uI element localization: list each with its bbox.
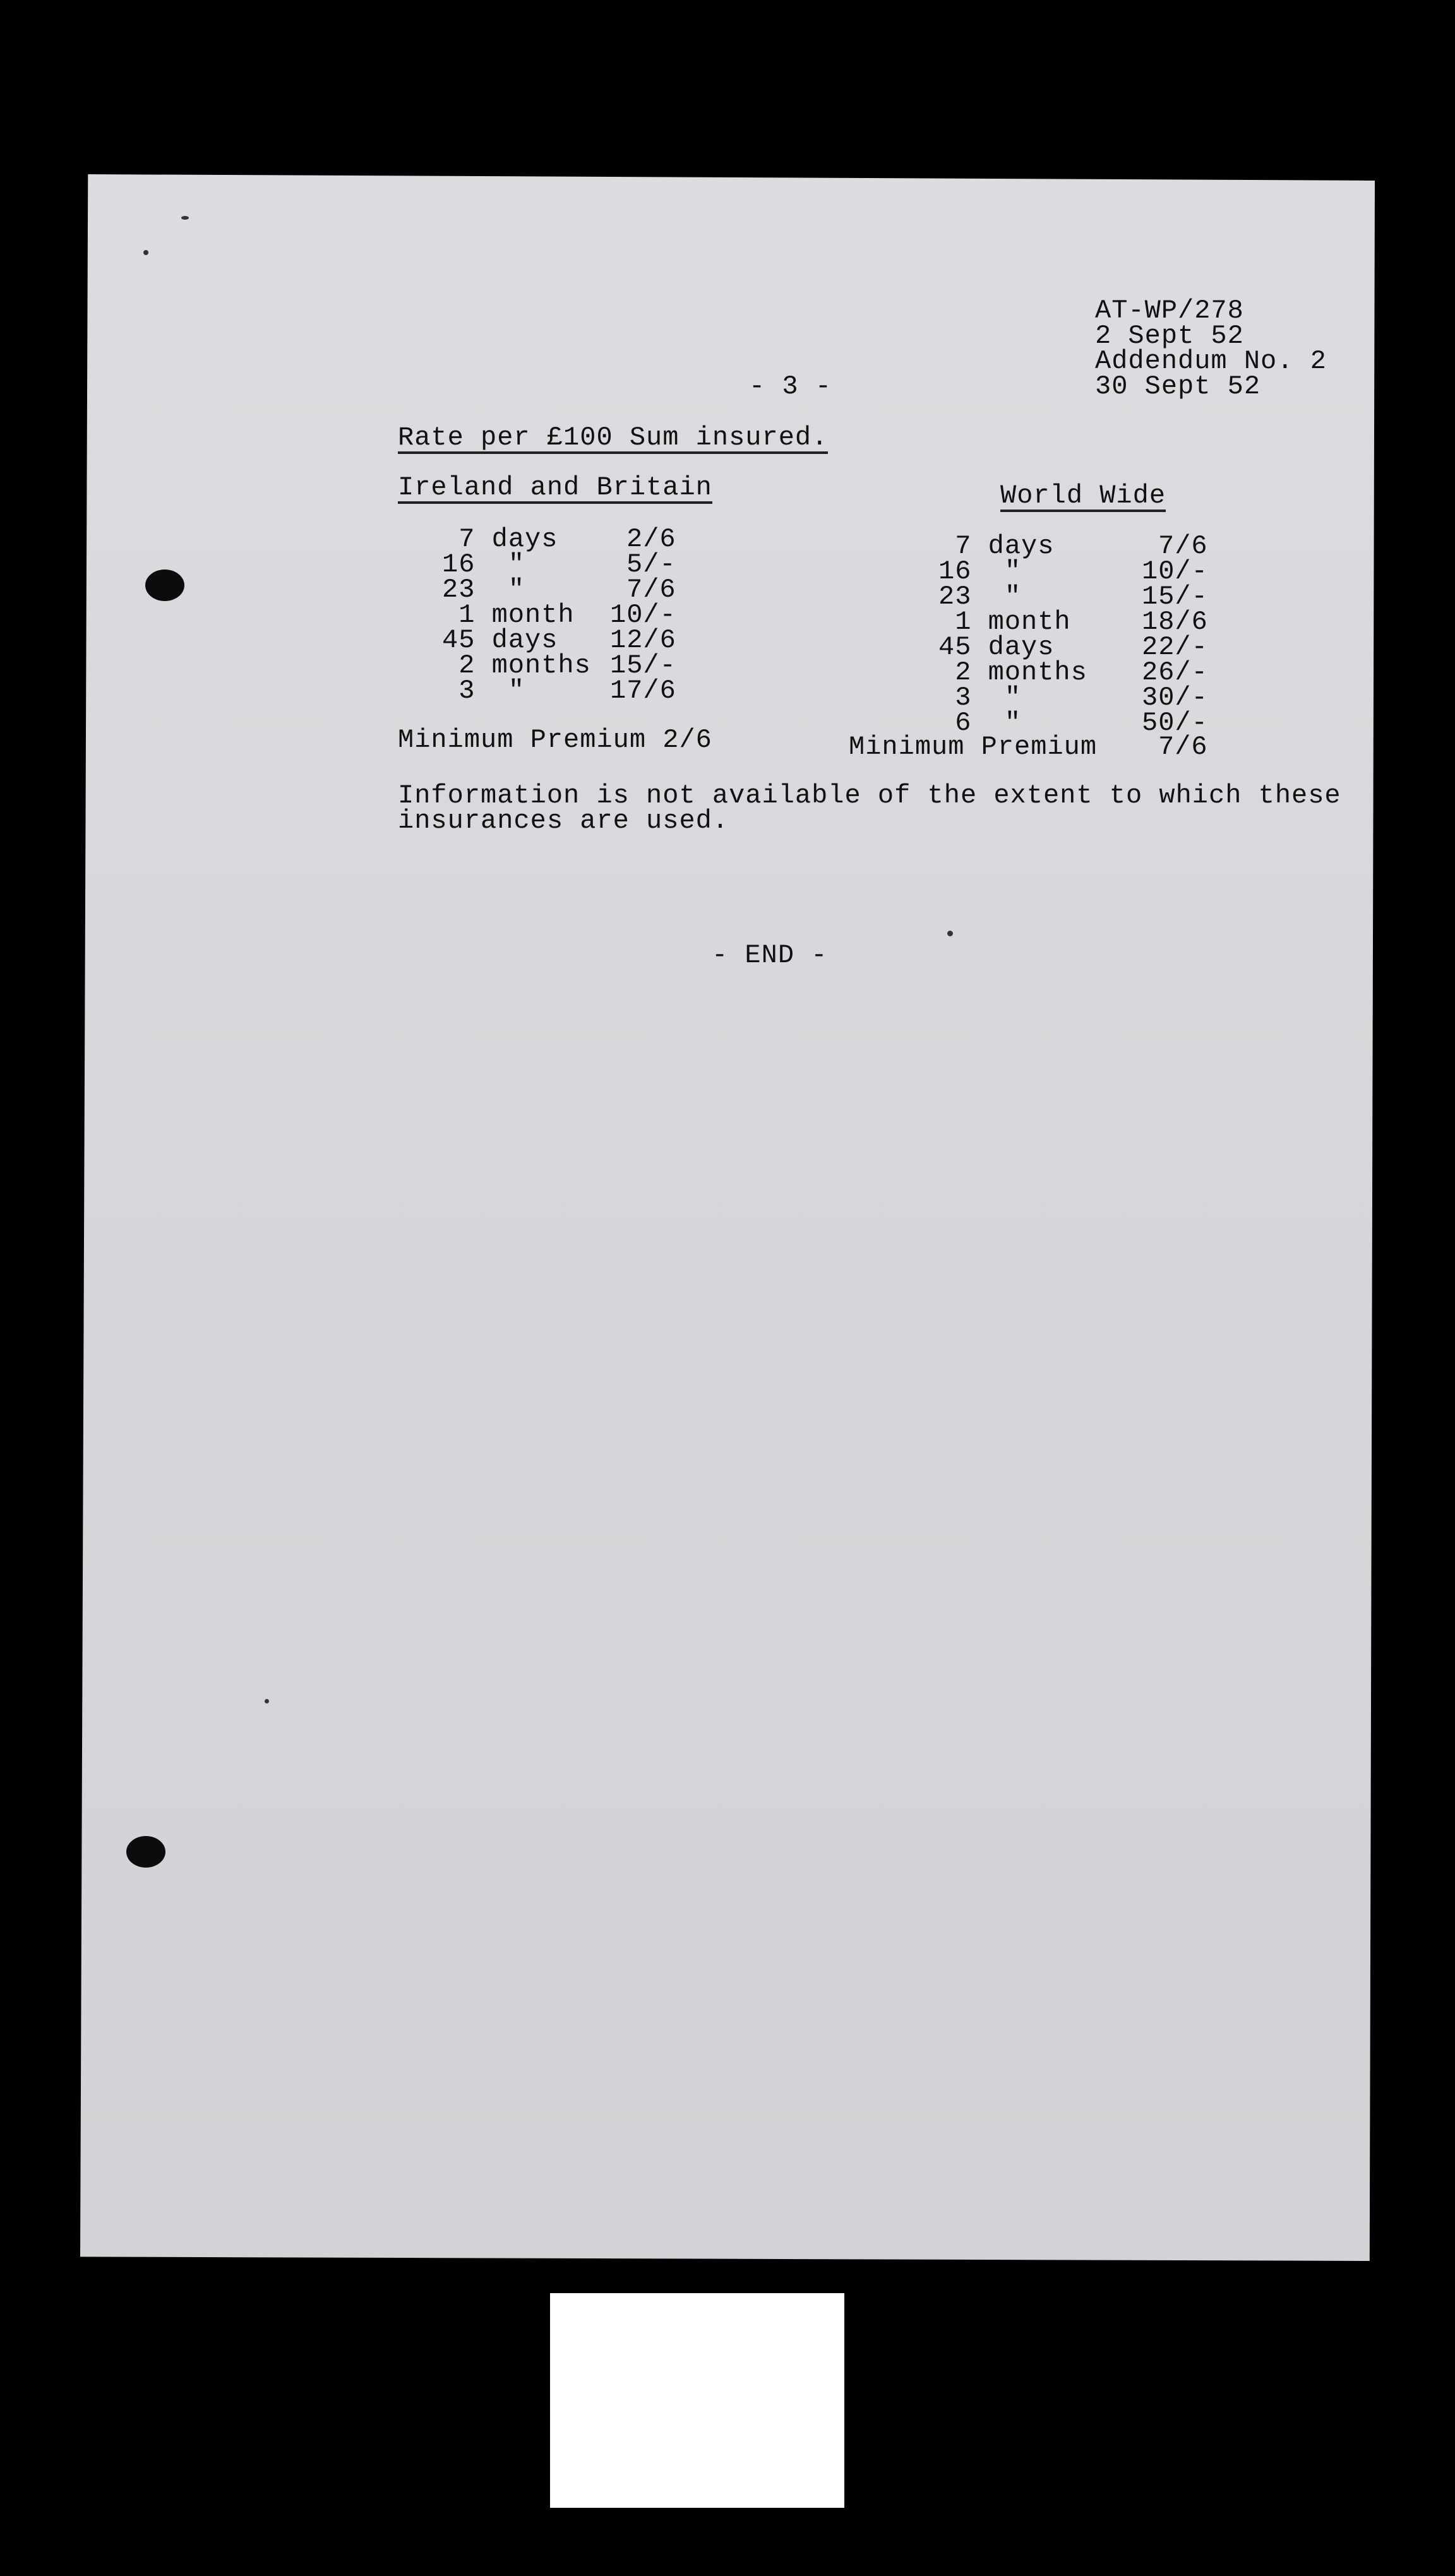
page-number: - 3 -: [749, 371, 832, 402]
ib-period: 1 month: [442, 600, 575, 630]
ib-rate: 2/6: [626, 524, 676, 554]
ww-rate: 7/6: [1158, 531, 1208, 561]
paper-speck: [947, 931, 953, 936]
blank-card: [550, 2293, 844, 2508]
ww-rate: 18/6: [1142, 607, 1208, 637]
ib-rate: 12/6: [610, 625, 676, 655]
ib-minimum-premium: Minimum Premium 2/6: [398, 725, 712, 755]
ib-period: 16 ": [442, 549, 525, 580]
ib-period: 3 ": [442, 676, 525, 706]
ww-rate: 50/-: [1142, 708, 1208, 738]
ww-period: 23 ": [938, 581, 1022, 612]
ib-rate: 10/-: [610, 600, 676, 630]
rate-heading: Rate per £100 Sum insured.: [398, 422, 829, 453]
ib-rate: 15/-: [610, 650, 676, 681]
world-wide-heading: World Wide: [1000, 480, 1166, 511]
punch-hole-top: [145, 569, 184, 601]
ww-period: 2 months: [938, 657, 1087, 688]
ib-period: 45 days: [442, 625, 558, 655]
paper-speck: [143, 250, 148, 255]
ww-rate: 15/-: [1142, 581, 1208, 612]
ireland-britain-heading: Ireland and Britain: [398, 472, 712, 503]
addendum-number: Addendum No. 2: [1095, 346, 1327, 376]
ww-rate: 22/-: [1142, 632, 1208, 662]
document-reference: AT-WP/278: [1095, 295, 1244, 326]
ib-period: 2 months: [442, 650, 591, 681]
information-line-2: insurances are used.: [398, 806, 729, 836]
ww-period: 7 days: [938, 531, 1055, 561]
ww-minimum-rate: 7/6: [1158, 732, 1208, 762]
document-date: 2 Sept 52: [1095, 321, 1244, 351]
punch-hole-bottom: [126, 1836, 165, 1868]
ww-rate: 30/-: [1142, 683, 1208, 713]
ib-rate: 5/-: [626, 549, 676, 580]
information-line-1: Information is not available of the extent to which these: [398, 780, 1341, 811]
ww-period: 16 ": [938, 556, 1022, 587]
paper-speck: [181, 216, 189, 220]
paper-speck: [265, 1699, 269, 1703]
ww-rate: 26/-: [1142, 657, 1208, 688]
ww-minimum-label: Minimum Premium: [849, 732, 1098, 762]
ib-rate: 17/6: [610, 676, 676, 706]
addendum-date: 30 Sept 52: [1095, 371, 1261, 402]
document-page: [80, 174, 1375, 2261]
ib-rate: 7/6: [626, 575, 676, 605]
ib-period: 7 days: [442, 524, 558, 554]
ww-period: 6 ": [938, 708, 1022, 738]
ww-rate: 10/-: [1142, 556, 1208, 587]
ib-period: 23 ": [442, 575, 525, 605]
ww-period: 45 days: [938, 632, 1055, 662]
ww-period: 1 month: [938, 607, 1071, 637]
ww-period: 3 ": [938, 683, 1022, 713]
end-marker: - END -: [712, 940, 828, 970]
